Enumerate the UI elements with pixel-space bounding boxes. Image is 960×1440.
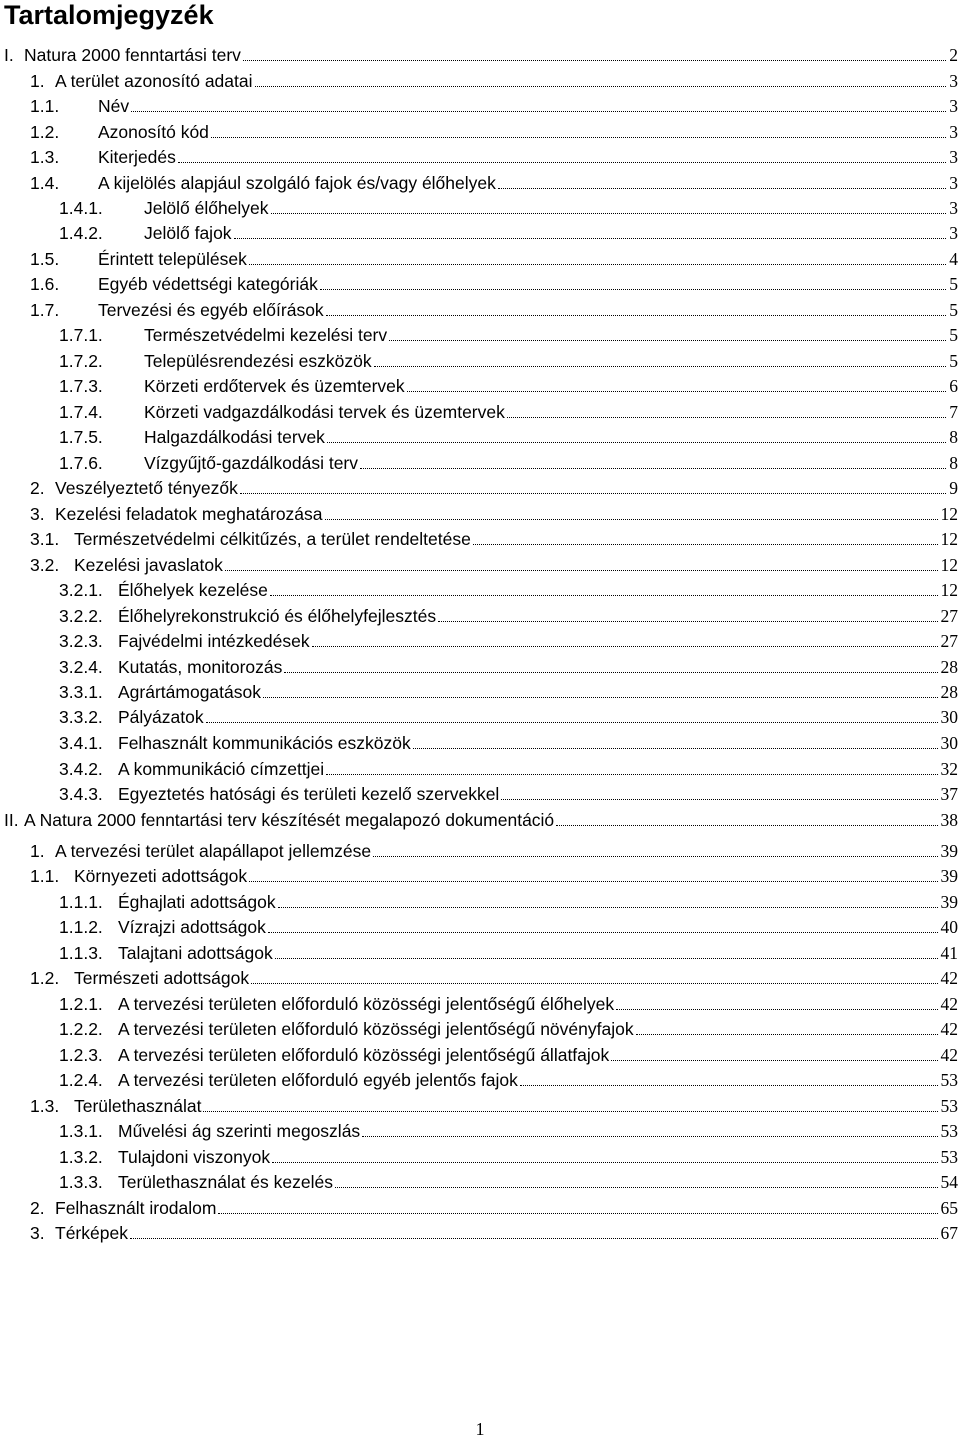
toc-entry-number: 3.3.1.	[59, 682, 103, 702]
toc-entry[interactable]	[0, 42, 960, 68]
toc-entry[interactable]	[0, 704, 960, 730]
toc-entry[interactable]	[0, 475, 960, 501]
toc-dot-leader	[211, 137, 946, 138]
toc-entry-title: Egyeztetés hatósági és területi kezelő szervekkel	[118, 781, 501, 807]
toc-dot-leader	[255, 86, 946, 87]
toc-entry-title: A kijelölés alapjául szolgáló fajok és/vagy élőhelyek	[98, 170, 498, 196]
toc-entry-number: 1.7.2.	[59, 351, 103, 371]
toc-entry-title: Felhasznált irodalom	[55, 1195, 218, 1221]
toc-dot-leader	[206, 722, 938, 723]
toc-dot-leader	[284, 672, 938, 673]
toc-entry-page: 53	[938, 1093, 959, 1119]
toc-dot-leader	[218, 1213, 938, 1214]
toc-dot-leader	[360, 468, 946, 469]
toc-entry-title: Körzeti erdőtervek és üzemtervek	[144, 373, 407, 399]
toc-entry-page: 5	[946, 348, 958, 374]
toc-entry[interactable]	[0, 119, 960, 145]
toc-entry-title: Természetvédelmi célkitűzés, a terület rendeltetése	[74, 526, 473, 552]
toc-entry-page: 27	[938, 603, 959, 629]
toc-entry-number: 1.6.	[30, 274, 60, 294]
toc-entry-title: Élőhelyek kezelése	[118, 577, 270, 603]
toc-entry-title: A Natura 2000 fenntartási terv készítését megalapozó dokumentáció	[24, 807, 556, 833]
toc-dot-leader	[278, 907, 938, 908]
toc-entry-number: 1.1.	[30, 866, 60, 886]
toc-entry-title: A terület azonosító adatai	[55, 68, 255, 94]
toc-entry[interactable]	[0, 991, 960, 1017]
toc-entry-number: 1.7.	[30, 300, 60, 320]
toc-entry[interactable]	[0, 807, 960, 833]
toc-entry[interactable]	[0, 1220, 960, 1246]
toc-entry-number: 1.2.3.	[59, 1045, 103, 1065]
toc-entry[interactable]	[0, 863, 960, 889]
toc-dot-leader	[131, 111, 946, 112]
toc-entry-number: 1.5.	[30, 249, 60, 269]
toc-entry-title: A tervezési területen előforduló közösségi jelentőségű növényfajok	[118, 1016, 636, 1042]
toc-entry-number: 1.1.3.	[59, 943, 103, 963]
toc-entry-number: 1.	[30, 71, 45, 91]
toc-entry-title: Körzeti vadgazdálkodási tervek és üzemtervek	[144, 399, 507, 425]
toc-entry-title: Jelölő élőhelyek	[144, 195, 271, 221]
toc-entry[interactable]	[0, 93, 960, 119]
toc-entry-number: 3.1.	[30, 529, 60, 549]
toc-entry-number: 3.3.2.	[59, 707, 103, 727]
toc-entry-title: A tervezési területen előforduló egyéb jelentős fajok	[118, 1067, 520, 1093]
toc-entry-title: Területhasználat	[74, 1093, 203, 1119]
toc-entry-number: 3.2.	[30, 555, 60, 575]
toc-entry-page: 12	[938, 577, 959, 603]
toc-entry-number: 1.4.1.	[59, 198, 103, 218]
toc-entry[interactable]	[0, 838, 960, 864]
toc-dot-leader	[249, 264, 946, 265]
toc-entry[interactable]	[0, 577, 960, 603]
toc-entry-page: 4	[946, 246, 958, 272]
toc-entry-page: 5	[946, 271, 958, 297]
toc-entry-page: 5	[946, 297, 958, 323]
toc-dot-leader	[249, 881, 938, 882]
toc-entry-page: 27	[938, 628, 959, 654]
toc-entry[interactable]	[0, 373, 960, 399]
toc-entry-page: 38	[938, 807, 959, 833]
toc-dot-leader	[234, 238, 946, 239]
toc-entry-number: 1.7.6.	[59, 453, 103, 473]
toc-dot-leader	[326, 315, 946, 316]
page-title: Tartalomjegyzék	[4, 0, 214, 30]
toc-entry-title: Natura 2000 fenntartási terv	[24, 42, 243, 68]
toc-entry-number: 3.	[30, 1223, 45, 1243]
toc-entry[interactable]	[0, 450, 960, 476]
toc-entry[interactable]	[0, 730, 960, 756]
toc-entry[interactable]	[0, 170, 960, 196]
toc-entry-page: 53	[938, 1067, 959, 1093]
toc-dot-leader	[203, 1111, 938, 1112]
toc-entry-title: Kezelési feladatok meghatározása	[55, 501, 325, 527]
toc-entry-page: 42	[938, 1042, 959, 1068]
toc-entry[interactable]	[0, 501, 960, 527]
toc-dot-leader	[473, 544, 938, 545]
toc-entry-page: 28	[938, 654, 959, 680]
toc-entry-page: 6	[946, 373, 958, 399]
toc-entry-page: 3	[946, 144, 958, 170]
toc-entry-page: 40	[938, 914, 959, 940]
toc-entry[interactable]	[0, 246, 960, 272]
toc-entry-number: 2.	[30, 478, 45, 498]
toc-entry-title: Településrendezési eszközök	[144, 348, 374, 374]
toc-entry-page: 9	[946, 475, 958, 501]
toc-dot-leader	[413, 748, 938, 749]
toc-entry-title: Veszélyeztető tényezők	[55, 475, 240, 501]
toc-entry-number: 3.2.3.	[59, 631, 103, 651]
toc-entry-number: 1.4.	[30, 173, 60, 193]
toc-entry[interactable]	[0, 603, 960, 629]
toc-dot-leader	[251, 983, 938, 984]
toc-entry-page: 3	[946, 220, 958, 246]
toc-entry-number: 3.4.1.	[59, 733, 103, 753]
toc-entry-title: Fajvédelmi intézkedések	[118, 628, 312, 654]
toc-entry[interactable]	[0, 1118, 960, 1144]
toc-entry-title: Tulajdoni viszonyok	[118, 1144, 272, 1170]
toc-entry[interactable]	[0, 297, 960, 323]
footer-page-number: 1	[475, 1419, 485, 1439]
toc-entry-number: 3.	[30, 504, 45, 524]
toc-entry-number: 1.2.1.	[59, 994, 103, 1014]
toc-entry-title: Halgazdálkodási tervek	[144, 424, 327, 450]
toc-entry[interactable]	[0, 965, 960, 991]
toc-dot-leader	[501, 799, 938, 800]
toc-entry[interactable]	[0, 552, 960, 578]
toc-entry-title: Felhasznált kommunikációs eszközök	[118, 730, 413, 756]
toc-entry-title: A tervezési területen előforduló közösségi jelentőségű állatfajok	[118, 1042, 611, 1068]
toc-dot-leader	[272, 1162, 938, 1163]
toc-dot-leader	[507, 417, 946, 418]
toc-entry[interactable]	[0, 914, 960, 940]
toc-entry-number: 1.	[30, 841, 45, 861]
toc-entry-number: 1.3.	[30, 1096, 60, 1116]
toc-entry[interactable]	[0, 1144, 960, 1170]
toc-entry[interactable]	[0, 889, 960, 915]
toc-entry[interactable]	[0, 399, 960, 425]
toc-entry-title: Azonosító kód	[98, 119, 211, 145]
toc-entry[interactable]	[0, 679, 960, 705]
toc-entry-title: A tervezési területen előforduló közösségi jelentőségű élőhelyek	[118, 991, 616, 1017]
toc-entry-title: Jelölő fajok	[144, 220, 234, 246]
toc-entry-page: 3	[946, 68, 958, 94]
toc-dot-leader	[271, 213, 946, 214]
toc-entry-number: 1.4.2.	[59, 223, 103, 243]
toc-entry-title: A tervezési terület alapállapot jellemzése	[55, 838, 373, 864]
toc-entry-number: 1.7.1.	[59, 325, 103, 345]
toc-entry-title: Kiterjedés	[98, 144, 178, 170]
toc-entry-number: 3.2.1.	[59, 580, 103, 600]
toc-dot-leader	[636, 1034, 938, 1035]
toc-dot-leader	[275, 958, 938, 959]
toc-entry[interactable]	[0, 348, 960, 374]
toc-entry-number: 1.3.1.	[59, 1121, 103, 1141]
toc-entry-number: 1.2.	[30, 968, 60, 988]
toc-entry[interactable]	[0, 1169, 960, 1195]
toc-entry-page: 42	[938, 965, 959, 991]
toc-entry-title: Vízgyűjtő-gazdálkodási terv	[144, 450, 360, 476]
toc-entry-title: Területhasználat és kezelés	[118, 1169, 335, 1195]
toc-dot-leader	[130, 1238, 938, 1239]
toc-entry[interactable]	[0, 144, 960, 170]
toc-entry-title: Természeti adottságok	[74, 965, 251, 991]
toc-entry-page: 41	[938, 940, 959, 966]
toc-entry-number: 3.2.2.	[59, 606, 103, 626]
toc-dot-leader	[225, 570, 938, 571]
toc-entry-title: Éghajlati adottságok	[118, 889, 278, 915]
toc-dot-leader	[556, 825, 938, 826]
toc-entry-number: I.	[4, 45, 14, 65]
toc-entry-title: Agrártámogatások	[118, 679, 263, 705]
toc-entry-page: 8	[946, 424, 958, 450]
toc-entry-page: 53	[938, 1144, 959, 1170]
toc-entry-title: Tervezési és egyéb előírások	[98, 297, 326, 323]
toc-entry-title: Vízrajzi adottságok	[118, 914, 268, 940]
toc-dot-leader	[178, 162, 946, 163]
toc-dot-leader	[320, 289, 946, 290]
toc-entry-title: Természetvédelmi kezelési terv	[144, 322, 389, 348]
toc-entry-title: Környezeti adottságok	[74, 863, 249, 889]
toc-entry-number: 1.1.2.	[59, 917, 103, 937]
toc-entry[interactable]	[0, 322, 960, 348]
toc-entry-page: 5	[946, 322, 958, 348]
toc-entry-number: 3.4.2.	[59, 759, 103, 779]
toc-entry-title: Térképek	[55, 1220, 130, 1246]
toc-dot-leader	[407, 391, 946, 392]
toc-dot-leader	[438, 621, 938, 622]
toc-entry-number: 1.1.1.	[59, 892, 103, 912]
toc-entry-title: Egyéb védettségi kategóriák	[98, 271, 320, 297]
toc-entry-title: Pályázatok	[118, 704, 206, 730]
toc-entry-page: 3	[946, 195, 958, 221]
toc-entry-number: II.	[4, 810, 19, 830]
toc-entry[interactable]	[0, 1067, 960, 1093]
toc-entry[interactable]	[0, 940, 960, 966]
toc-dot-leader	[263, 697, 938, 698]
toc-dot-leader	[243, 60, 946, 61]
toc-entry-number: 3.2.4.	[59, 657, 103, 677]
toc-entry-page: 12	[938, 526, 959, 552]
toc-entry[interactable]	[0, 195, 960, 221]
toc-entry-page: 3	[946, 119, 958, 145]
toc-entry-page: 42	[938, 991, 959, 1017]
toc-dot-leader	[240, 493, 946, 494]
toc-entry-page: 8	[946, 450, 958, 476]
toc-entry-title: Talajtani adottságok	[118, 940, 275, 966]
toc-entry-page: 42	[938, 1016, 959, 1042]
toc-entry-page: 65	[938, 1195, 959, 1221]
toc-dot-leader	[362, 1136, 938, 1137]
toc-entry-title: Név	[98, 93, 131, 119]
toc-entry[interactable]	[0, 654, 960, 680]
toc-entry-number: 1.3.3.	[59, 1172, 103, 1192]
toc-entry-number: 3.4.3.	[59, 784, 103, 804]
toc-entry-title: Művelési ág szerinti megoszlás	[118, 1118, 362, 1144]
toc-entry[interactable]	[0, 756, 960, 782]
toc-entry-page: 28	[938, 679, 959, 705]
toc-entry-page: 37	[938, 781, 959, 807]
toc-entry[interactable]	[0, 271, 960, 297]
toc-entry-title: Élőhelyrekonstrukció és élőhelyfejlesztés	[118, 603, 438, 629]
toc-entry-page: 39	[938, 838, 959, 864]
toc-dot-leader	[520, 1085, 938, 1086]
toc-entry-page: 30	[938, 730, 959, 756]
toc-entry-page: 32	[938, 756, 959, 782]
toc-entry-number: 1.2.2.	[59, 1019, 103, 1039]
toc-dot-leader	[326, 774, 938, 775]
toc-entry[interactable]	[0, 220, 960, 246]
toc-entry-title: A kommunikáció címzettjei	[118, 756, 326, 782]
toc-entry-page: 12	[938, 552, 959, 578]
toc-entry-page: 3	[946, 170, 958, 196]
toc-entry-page: 39	[938, 889, 959, 915]
toc-entry[interactable]	[0, 68, 960, 94]
toc-entry-page: 12	[938, 501, 959, 527]
toc-dot-leader	[611, 1060, 938, 1061]
toc-entry[interactable]	[0, 1195, 960, 1221]
toc-dot-leader	[327, 442, 946, 443]
toc-dot-leader	[335, 1187, 938, 1188]
toc-dot-leader	[325, 519, 938, 520]
toc-dot-leader	[374, 366, 946, 367]
toc-entry-page: 30	[938, 704, 959, 730]
toc-dot-leader	[389, 340, 946, 341]
toc-entry-page: 54	[938, 1169, 959, 1195]
toc-entry-title: Kezelési javaslatok	[74, 552, 225, 578]
toc-entry-number: 1.7.5.	[59, 427, 103, 447]
toc-entry-page: 7	[946, 399, 958, 425]
toc-entry-page: 67	[938, 1220, 959, 1246]
toc-entry-number: 1.3.	[30, 147, 60, 167]
toc-entry-page: 53	[938, 1118, 959, 1144]
toc-entry-number: 1.7.3.	[59, 376, 103, 396]
toc-entry[interactable]	[0, 781, 960, 807]
toc-entry[interactable]	[0, 526, 960, 552]
toc-dot-leader	[616, 1009, 938, 1010]
toc-entry-number: 2.	[30, 1198, 45, 1218]
toc-entry-page: 39	[938, 863, 959, 889]
toc-entry[interactable]	[0, 1042, 960, 1068]
toc-entry-page: 2	[946, 42, 958, 68]
toc-entry-number: 1.3.2.	[59, 1147, 103, 1167]
toc-dot-leader	[312, 646, 938, 647]
toc-entry[interactable]	[0, 424, 960, 450]
toc-entry-number: 1.2.	[30, 122, 60, 142]
toc-entry[interactable]	[0, 1093, 960, 1119]
toc-entry-title: Érintett települések	[98, 246, 249, 272]
toc-entry-title: Kutatás, monitorozás	[118, 654, 284, 680]
toc-dot-leader	[270, 595, 938, 596]
toc-entry-number: 1.2.4.	[59, 1070, 103, 1090]
toc-entry-number: 1.7.4.	[59, 402, 103, 422]
toc-entry-number: 1.1.	[30, 96, 60, 116]
toc-entry[interactable]	[0, 1016, 960, 1042]
toc-entry-page: 3	[946, 93, 958, 119]
toc-dot-leader	[268, 932, 938, 933]
toc-dot-leader	[498, 188, 946, 189]
toc-entry[interactable]	[0, 628, 960, 654]
toc-dot-leader	[373, 856, 938, 857]
